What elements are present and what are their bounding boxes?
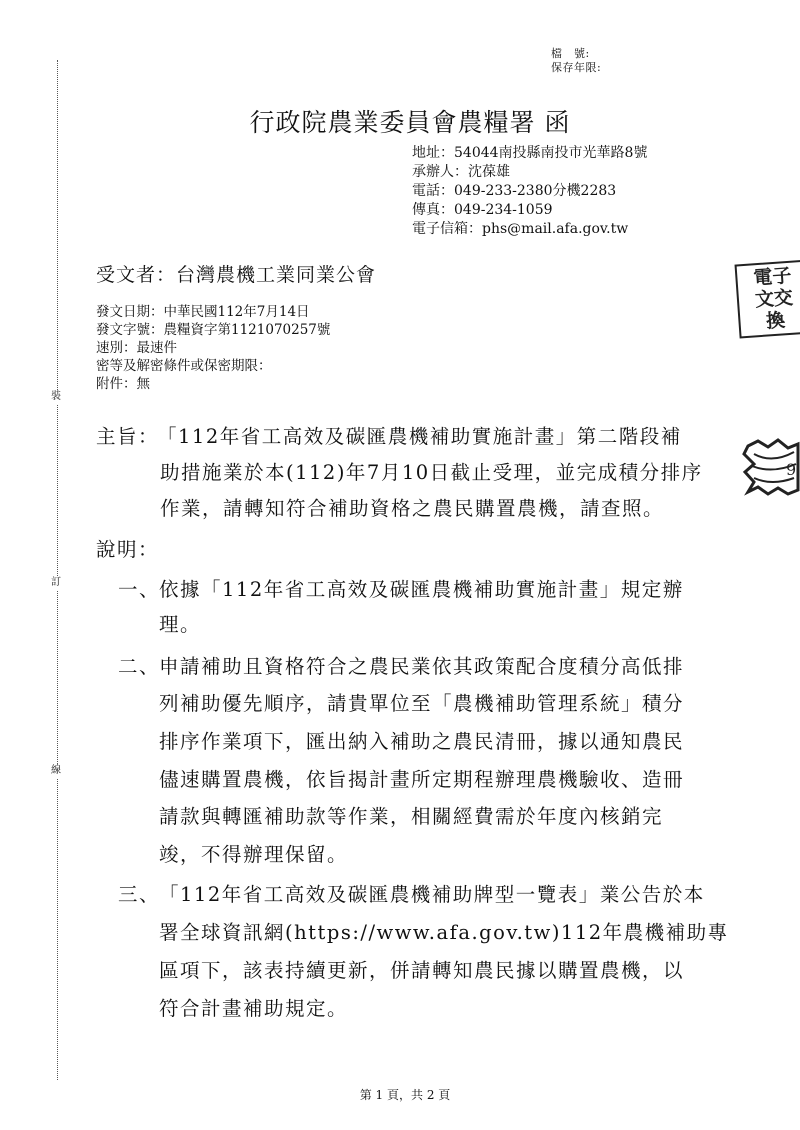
speed-class: 速別：最速件 — [96, 340, 177, 356]
item-number: 三、 — [118, 883, 161, 906]
binding-mark-top: 裝 — [51, 391, 61, 402]
recipient: 受文者：台灣農機工業同業公會 — [96, 264, 377, 286]
item-line: 區項下，該表持續更新，併請轉知農民據以購置農機，以 — [159, 959, 685, 982]
item-line: 排序作業項下，匯出納入補助之農民清冊，據以通知農民 — [159, 730, 685, 753]
contact-block — [412, 144, 647, 239]
contact-handler: 承辦人：沈葆雄 — [412, 164, 510, 180]
item-number: 一、 — [118, 578, 161, 601]
item-line: 「112年省工高效及碳匯農機補助牌型一覽表」業公告於本 — [159, 883, 705, 906]
binding-mark-middle: 訂 — [51, 577, 61, 588]
binding-line — [57, 60, 58, 1080]
item-line: 依據「112年省工高效及碳匯農機補助實施計畫」規定辦 — [159, 578, 684, 601]
item-line: 竣，不得辦理保留。 — [159, 843, 349, 866]
contact-address: 地址：54044南投縣南投市光華路8號 — [412, 145, 648, 161]
item-line: 申請補助且資格符合之農民業依其政策配合度積分高低排 — [159, 655, 685, 678]
contact-email: 電子信箱：phs@mail.afa.gov.tw — [412, 221, 629, 237]
jagged-seal-icon — [742, 438, 800, 496]
item-line: 符合計畫補助規定。 — [159, 997, 349, 1020]
item-line: 儘速購置農機，依旨揭計畫所定期程辦理農機驗收、造冊 — [159, 768, 685, 791]
attachment: 附件：無 — [96, 376, 150, 392]
file-number-label: 檔 號: — [551, 47, 590, 60]
item-line: 理。 — [159, 613, 202, 636]
contact-phone: 電話：049-233-2380分機2283 — [412, 183, 617, 199]
e-document-exchange-stamp: 電子 文交 換 — [735, 260, 800, 339]
subject-label: 主旨： — [96, 425, 160, 448]
secrecy-level: 密等及解密條件或保密期限： — [96, 358, 272, 374]
page-number: 第 1 頁，共 2 頁 — [359, 1088, 451, 1102]
retention-label: 保存年限: — [551, 61, 602, 74]
item-line: 署全球資訊網(https://www.afa.gov.tw)112年農機補助專 — [159, 921, 729, 944]
issue-date: 發文日期：中華民國112年7月14日 — [96, 304, 310, 320]
contact-fax: 傳真：049-234-1059 — [412, 202, 553, 218]
document-meta — [96, 303, 330, 393]
subject-line: 「112年省工高效及碳匯農機補助實施計畫」第二階段補 — [157, 425, 682, 448]
document-title: 行政院農業委員會農糧署 函 — [249, 108, 571, 137]
document-number: 發文字號：農糧資字第1121070257號 — [96, 322, 331, 338]
subject-line: 助措施業於本(112)年7月10日截止受理，並完成積分排序 — [160, 461, 703, 484]
item-line: 列補助優先順序，請貴單位至「農機補助管理系統」積分 — [159, 692, 685, 715]
seal-text: 9 — [786, 460, 797, 479]
item-line: 請款與轉匯補助款等作業，相關經費需於年度內核銷完 — [159, 805, 664, 828]
binding-mark-bottom: 線 — [51, 765, 61, 776]
subject-line: 作業，請轉知符合補助資格之農民購置農機，請查照。 — [160, 497, 665, 520]
item-number: 二、 — [118, 655, 161, 678]
explanation-label: 說明： — [96, 538, 160, 561]
